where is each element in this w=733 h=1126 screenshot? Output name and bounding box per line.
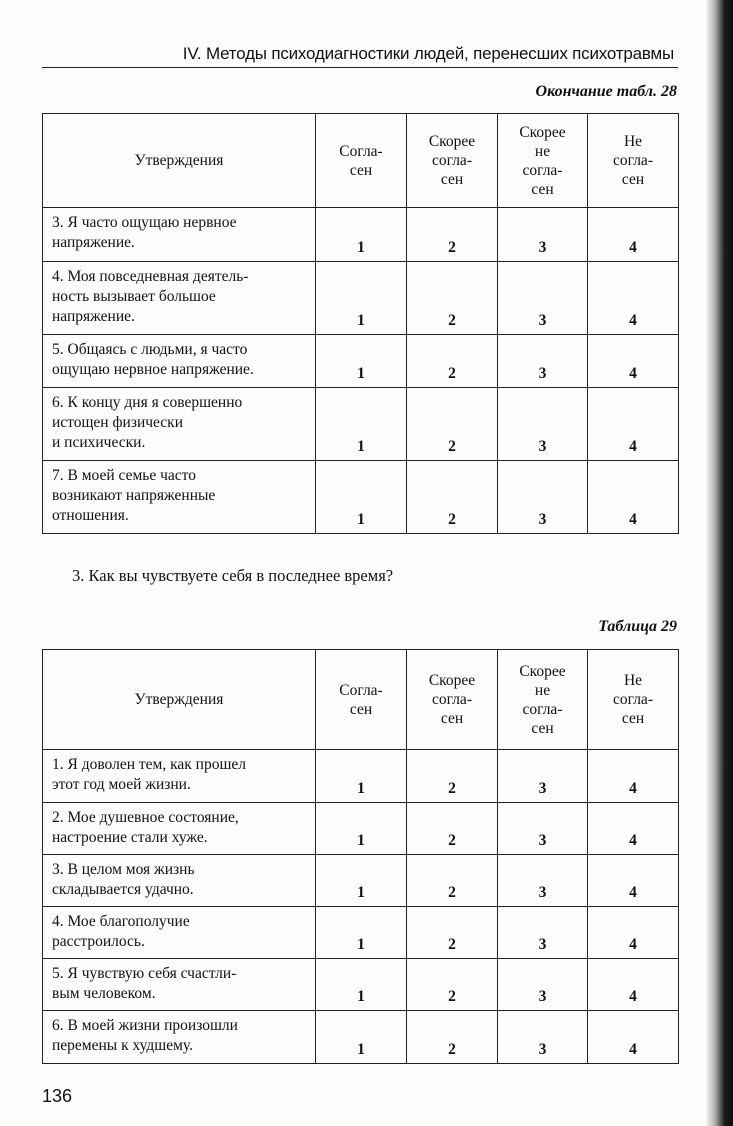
score-rather-disagree: 3: [498, 388, 588, 461]
table-header-row: [43, 650, 679, 750]
score-rather-disagree: 3: [498, 959, 588, 1011]
col-header-rather-agree: Скорее согла- сен: [407, 650, 498, 750]
statement-cell: 7. В моей семье часто возникают напряженные отношения.: [43, 461, 316, 534]
score-disagree: 4: [588, 1011, 679, 1064]
page-number: 136: [42, 1086, 73, 1106]
score-rather-disagree: 3: [498, 335, 588, 388]
table-row: [43, 1011, 679, 1064]
score-rather-agree: 2: [407, 1011, 498, 1064]
table-row: [43, 208, 679, 262]
col-header-disagree: Не согла- сен: [588, 114, 679, 208]
table-29-caption: Таблица 29: [598, 618, 677, 635]
table-28: [42, 113, 679, 534]
score-agree: 1: [316, 1011, 407, 1064]
question-3: 3. Как вы чувствуете себя в последнее время?: [72, 566, 394, 585]
score-rather-disagree: 3: [498, 907, 588, 959]
score-agree: 1: [316, 959, 407, 1011]
score-rather-agree: 2: [407, 803, 498, 855]
score-agree: 1: [316, 388, 407, 461]
col-header-rather-agree: Скорее согла- сен: [407, 114, 498, 208]
running-head: IV. Методы психодиагностики людей, перенесших психотравмы: [182, 44, 674, 63]
table-row: [43, 959, 679, 1011]
col-header-rather-disagree: Скорее не согла- сен: [498, 650, 588, 750]
statement-cell: 5. Я чувствую себя счастли- вым человеком.: [43, 959, 316, 1011]
table-row: [43, 262, 679, 335]
table-row: [43, 335, 679, 388]
score-agree: 1: [316, 803, 407, 855]
score-rather-disagree: 3: [498, 855, 588, 907]
col-header-disagree: Не согла- сен: [588, 650, 679, 750]
statement-cell: 2. Мое душевное состояние, настроение стали хуже.: [43, 803, 316, 855]
score-disagree: 4: [588, 461, 679, 534]
score-agree: 1: [316, 262, 407, 335]
score-rather-agree: 2: [407, 262, 498, 335]
header-rule: [42, 67, 678, 68]
score-rather-agree: 2: [407, 959, 498, 1011]
score-disagree: 4: [588, 388, 679, 461]
statement-cell: 5. Общаясь с людьми, я часто ощущаю нервное напряжение.: [43, 335, 316, 388]
score-disagree: 4: [588, 855, 679, 907]
statement-cell: 6. К концу дня я совершенно истощен физически и психически.: [43, 388, 316, 461]
table-29: [42, 649, 679, 1064]
col-header-agree: Согла- сен: [316, 650, 407, 750]
score-rather-disagree: 3: [498, 750, 588, 803]
score-rather-agree: 2: [407, 461, 498, 534]
score-disagree: 4: [588, 208, 679, 262]
col-header-agree: Согла- сен: [316, 114, 407, 208]
statement-cell: 4. Мое благополучие расстроилось.: [43, 907, 316, 959]
score-disagree: 4: [588, 262, 679, 335]
col-header-statements: Утверждения: [43, 650, 316, 750]
score-rather-agree: 2: [407, 388, 498, 461]
score-disagree: 4: [588, 750, 679, 803]
score-rather-disagree: 3: [498, 1011, 588, 1064]
score-rather-disagree: 3: [498, 803, 588, 855]
col-header-statements: Утверждения: [43, 114, 316, 208]
score-rather-disagree: 3: [498, 461, 588, 534]
statement-cell: 3. Я часто ощущаю нервное напряжение.: [43, 208, 316, 262]
score-disagree: 4: [588, 335, 679, 388]
score-agree: 1: [316, 335, 407, 388]
statement-cell: 6. В моей жизни произошли перемены к худшему.: [43, 1011, 316, 1064]
statement-cell: 1. Я доволен тем, как прошел этот год моей жизни.: [43, 750, 316, 803]
score-rather-disagree: 3: [498, 208, 588, 262]
table-28-caption: Окончание табл. 28: [535, 83, 677, 100]
table-row: [43, 855, 679, 907]
table-row: [43, 907, 679, 959]
table-header-row: [43, 114, 679, 208]
score-agree: 1: [316, 855, 407, 907]
table-row: [43, 388, 679, 461]
score-agree: 1: [316, 461, 407, 534]
score-rather-agree: 2: [407, 335, 498, 388]
table-row: [43, 461, 679, 534]
score-rather-agree: 2: [407, 855, 498, 907]
statement-cell: 3. В целом моя жизнь складывается удачно.: [43, 855, 316, 907]
table-row: [43, 803, 679, 855]
score-rather-disagree: 3: [498, 262, 588, 335]
score-rather-agree: 2: [407, 208, 498, 262]
statement-cell: 4. Моя повседневная деятель- ность вызывает большое напряжение.: [43, 262, 316, 335]
col-header-rather-disagree: Скорее не согла- сен: [498, 114, 588, 208]
score-disagree: 4: [588, 959, 679, 1011]
score-rather-agree: 2: [407, 750, 498, 803]
score-agree: 1: [316, 750, 407, 803]
score-rather-agree: 2: [407, 907, 498, 959]
score-disagree: 4: [588, 907, 679, 959]
table-row: [43, 750, 679, 803]
scan-shadow-edge: [705, 0, 733, 1126]
score-agree: 1: [316, 907, 407, 959]
score-agree: 1: [316, 208, 407, 262]
score-disagree: 4: [588, 803, 679, 855]
